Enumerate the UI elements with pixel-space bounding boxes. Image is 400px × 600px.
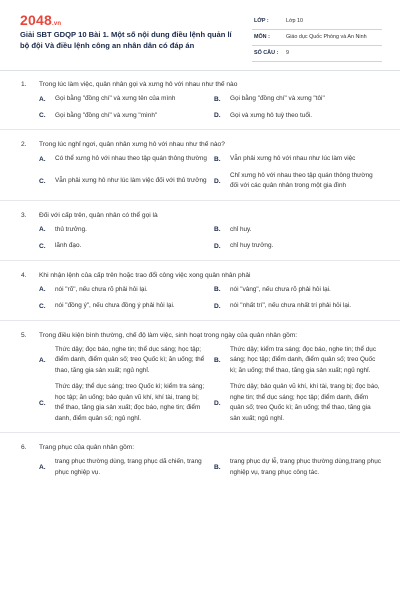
question (0, 211, 400, 252)
option-text: Thức dậy; bảo quản vũ khí, khí tài, trang bị; đọc báo, nghe tin; thể dục sáng; học tập; điểm danh, điểm quân số; treo Quốc kì; ăn uống; thể thao, tăng gia sản xuất; ngủ nghỉ. (230, 383, 380, 422)
answer-option-d[interactable] (214, 111, 389, 122)
answer-options (0, 457, 400, 478)
option-text: Thức dậy; kiểm tra sáng; đọc báo, nghe tin; thể dục sáng; học tập; điểm danh, điểm quân số; treo Quốc kì; ăn uống; thể thao, tăng gia sản xuất; ngủ nghỉ. (230, 345, 377, 374)
option-letter: B. (214, 95, 221, 103)
option-row (0, 94, 400, 105)
answer-options (0, 285, 400, 312)
question (0, 80, 400, 121)
question-text (0, 211, 400, 221)
option-row (0, 457, 400, 478)
question-divider (0, 432, 400, 433)
answer-option-c[interactable] (39, 111, 214, 122)
option-letter: D. (214, 302, 221, 310)
question-list (0, 80, 400, 478)
answer-option-b[interactable] (214, 457, 389, 478)
option-letter: A. (39, 464, 46, 471)
header-divider (0, 70, 400, 71)
logo-main: 2048 (20, 12, 52, 28)
question-text (0, 331, 400, 341)
option-letter: C. (39, 177, 46, 185)
answer-option-a[interactable] (39, 285, 214, 296)
option-letter: D. (214, 242, 221, 250)
option-text: nói "đồng ý", nếu chưa đồng ý phải hỏi lại. (55, 302, 175, 309)
option-row (0, 154, 400, 165)
option-row (0, 225, 400, 236)
question-divider (0, 260, 400, 261)
question-prompt: Trong điều kiện bình thường, chế độ làm việc, sinh hoạt trong ngày của quân nhân gồm: (39, 331, 298, 339)
option-letter: A. (39, 286, 46, 294)
answer-option-c[interactable] (39, 171, 214, 192)
question-number: 6. (21, 444, 27, 451)
question-text (0, 271, 400, 281)
question-number: 2. (21, 141, 27, 148)
answer-option-c[interactable] (39, 241, 214, 252)
meta-value: Giáo dục Quốc Phòng và An Ninh (286, 34, 367, 40)
site-logo[interactable] (20, 12, 61, 28)
question (0, 140, 400, 192)
answer-option-d[interactable] (214, 241, 389, 252)
answer-option-b[interactable] (214, 154, 389, 165)
option-letter: B. (214, 356, 221, 364)
option-text: Vẫn phải xưng hô như lúc làm việc đối với thủ trưởng (55, 176, 207, 184)
answer-options (0, 154, 400, 192)
option-letter: B. (214, 155, 221, 163)
option-letter: A. (39, 155, 46, 163)
page-title: Giải SBT GDQP 10 Bài 1. Một số nội dung điều lệnh quản lí bộ đội Và điều lệnh công an nhân dân có đáp án (20, 30, 232, 50)
question-text (0, 80, 400, 90)
option-row (0, 382, 400, 424)
option-text: Thức dậy; thể dục sáng; treo Quốc kì; kiểm tra sáng; học tập; ăn uống; bảo quản vũ khí, khí tài, trang bị; thể thao, tăng gia sản xuất; đọc báo, nghe tin; điểm danh, điểm quân số; ngủ nghỉ. (55, 383, 205, 422)
option-text: chỉ huy. (230, 225, 252, 233)
meta-value: 9 (286, 50, 289, 56)
meta-table (252, 14, 382, 62)
option-row (0, 241, 400, 252)
answer-option-c[interactable] (39, 301, 214, 312)
answer-options (0, 225, 400, 252)
option-letter: D. (214, 177, 221, 185)
option-row (0, 301, 400, 312)
option-text: nói "nhất trí", nếu chưa nhất trí phải hỏi lại. (230, 302, 352, 309)
answer-option-a[interactable] (39, 225, 214, 236)
meta-key: LỚP : (254, 18, 269, 24)
option-letter: B. (214, 464, 221, 471)
answer-option-a[interactable] (39, 94, 214, 105)
question-prompt: Trong lúc làm việc, quân nhân gọi và xưng hô với nhau như thế nào (39, 81, 238, 88)
question (0, 271, 400, 312)
question-number: 4. (21, 271, 27, 279)
question-text (0, 140, 400, 150)
option-text: chỉ huy trưởng. (230, 242, 274, 249)
option-letter: C. (39, 302, 46, 310)
answer-option-b[interactable] (214, 225, 389, 236)
question-divider (0, 320, 400, 321)
meta-row-class (252, 14, 382, 30)
question-prompt: Trong lúc nghỉ ngơi, quân nhân xưng hô với nhau như thế nào? (39, 141, 225, 148)
option-text: lãnh đạo. (55, 242, 82, 249)
meta-key: SỐ CÂU : (254, 50, 279, 56)
option-text: Có thể xưng hô với nhau theo tập quán thông thường (55, 155, 207, 162)
option-text: Gọi bằng "đồng chí" và xưng "mình" (55, 111, 158, 119)
question-prompt: Trang phục của quân nhân gồm: (39, 444, 135, 451)
option-text: Gọi và xưng hô tuỳ theo tuổi. (230, 111, 313, 119)
meta-row-count (252, 46, 382, 62)
question-prompt: Khi nhận lệnh của cấp trên hoặc trao đổi công việc xong quân nhân phải (39, 271, 251, 279)
question-text (0, 443, 400, 453)
option-letter: C. (39, 112, 46, 120)
option-text: nói "vâng", nếu chưa rõ phải hỏi lại. (230, 285, 331, 293)
option-row (0, 345, 400, 377)
answer-option-b[interactable] (214, 94, 389, 105)
answer-option-d[interactable] (214, 301, 389, 312)
option-text: Gọi bằng "đồng chí" và xưng "tôi" (230, 95, 325, 102)
option-text: Thức dậy; đọc báo, nghe tin; thể dục sáng; học tập; điểm danh, điểm quân số; treo Quốc kì; ăn uống; thể thao, tăng gia sản xuất; ngủ nghỉ. (55, 345, 205, 374)
logo-suffix: .vn (51, 21, 62, 27)
answer-options (0, 94, 400, 121)
option-letter: B. (214, 286, 221, 294)
question (0, 331, 400, 425)
option-letter: D. (214, 399, 221, 407)
meta-row-subject (252, 30, 382, 46)
answer-option-a[interactable] (39, 457, 214, 478)
meta-key: MÔN : (254, 34, 270, 40)
answer-option-d[interactable] (214, 171, 389, 192)
option-letter: A. (39, 356, 46, 364)
option-text: thủ trưởng. (55, 225, 87, 233)
question-prompt: Đối với cấp trên, quân nhân có thể gọi là (39, 211, 158, 219)
option-text: nói "rõ", nếu chưa rõ phải hỏi lại. (55, 285, 148, 293)
answer-option-a[interactable] (39, 154, 214, 165)
option-letter: A. (39, 226, 46, 234)
question-number: 5. (21, 331, 27, 339)
meta-value: Lớp 10 (286, 18, 304, 24)
question-number: 1. (21, 81, 27, 88)
option-letter: D. (214, 112, 221, 120)
option-text: Chỉ xưng hô với nhau theo tập quán thông thường đối với các quân nhân trong một gia đình (230, 171, 373, 189)
answer-options (0, 345, 400, 425)
question (0, 443, 400, 478)
answer-option-b[interactable] (214, 345, 389, 377)
option-row (0, 171, 400, 192)
option-letter: A. (39, 95, 46, 103)
option-text: Vẫn phải xưng hô với nhau như lúc làm việc (230, 155, 356, 162)
option-letter: C. (39, 242, 46, 250)
question-divider (0, 200, 400, 201)
option-row (0, 111, 400, 122)
header (0, 0, 400, 63)
option-letter: B. (214, 226, 221, 234)
option-text: trang phục dự lễ, trang phục thường dùng,trang phục nghiệp vụ, trang phục công tác. (230, 458, 381, 476)
answer-option-a[interactable] (39, 345, 214, 377)
answer-option-b[interactable] (214, 285, 389, 296)
option-row (0, 285, 400, 296)
option-text: Gọi bằng "đồng chí" và xưng tên của mình (55, 95, 176, 102)
question-number: 3. (21, 211, 27, 219)
answer-option-c[interactable] (39, 382, 214, 424)
answer-option-d[interactable] (214, 382, 389, 424)
option-text: trang phục thường dùng, trang phục dã chiến, trang phục nghiệp vụ. (55, 458, 202, 476)
question-divider (0, 129, 400, 130)
option-letter: C. (39, 399, 46, 407)
